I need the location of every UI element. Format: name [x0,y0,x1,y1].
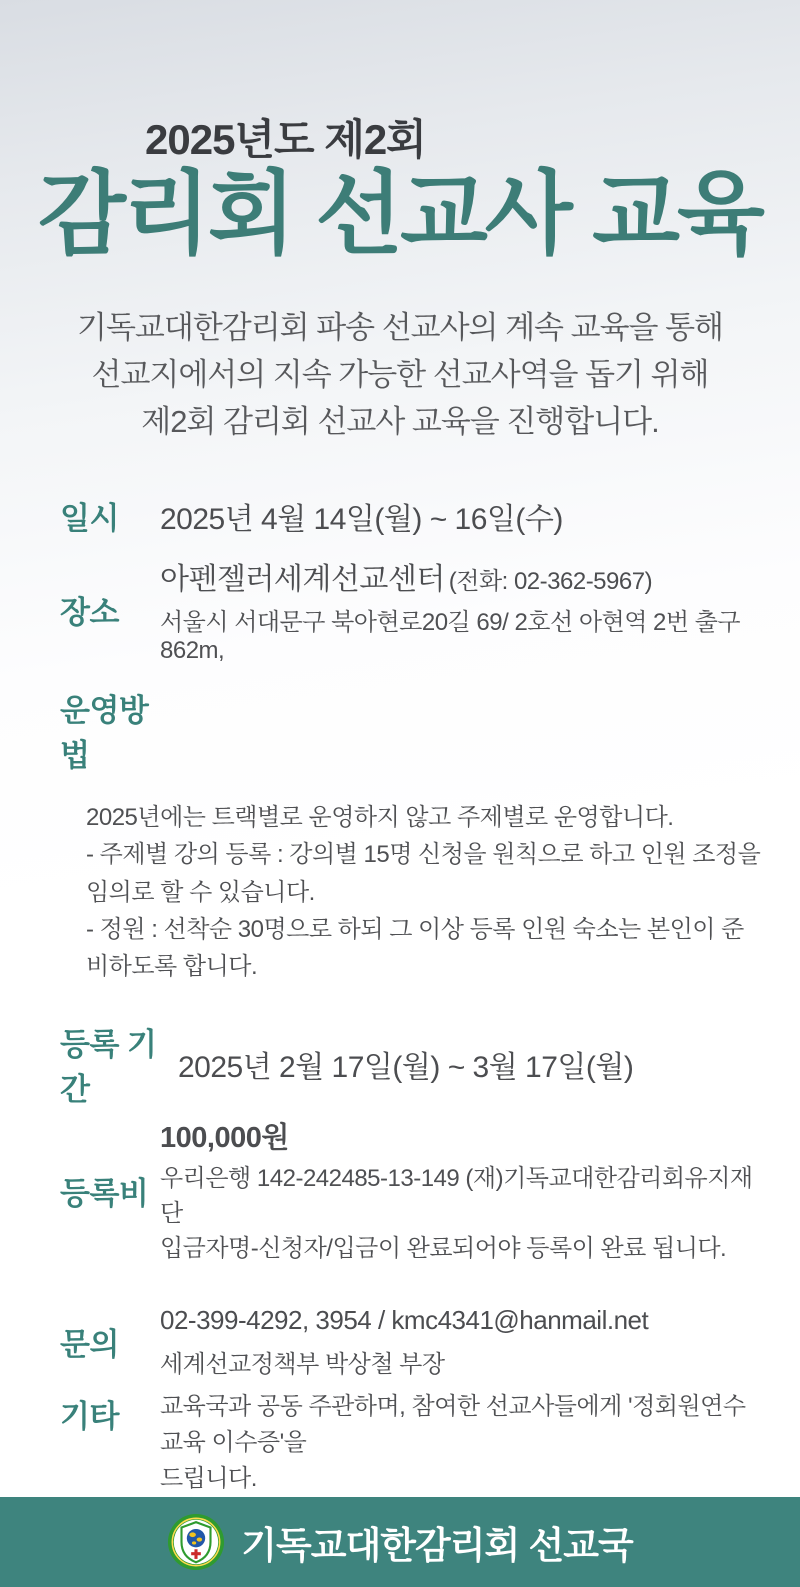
fee-label: 등록비 [60,1176,149,1212]
operation-details [86,799,764,985]
etc-row [60,1389,764,1497]
contact-person: 세계선교정책부 박상철 부장 [160,1350,445,1378]
etc-line: 교육국과 공동 주관하며, 참여한 선교사들에게 '정회원연수교육 이수증'을 [160,1392,746,1456]
contact-phone-email: 02-399-4292, 3954 / kmc4341@hanmail.net [160,1304,649,1335]
date-label: 일시 [60,501,119,537]
operation-line: - 주제별 강의 등록 : 강의별 15명 신청을 원칙으로 하고 인원 조정을 임의로 할 수 있습니다. [86,841,761,906]
organization-name: 기독교대한감리회 선교국 [241,1524,633,1566]
fee-row [60,1115,764,1266]
intro-line: 기독교대한감리회 파송 선교사의 계속 교육을 통해 [77,309,723,345]
info-section [60,493,764,1496]
event-subtitle: 2025년도 제2회 [145,116,426,163]
date-row [60,493,764,538]
fee-content [160,1115,764,1266]
etc-content [160,1389,764,1497]
operation-line: - 정원 : 선착순 30명으로 하되 그 이상 등록 인원 숙소는 본인이 준비하도록 합니다. [86,915,744,980]
registration-period-row [60,1019,764,1109]
venue-phone: (전화: 02-362-5967) [448,568,653,596]
operation-label: 운영방법 [60,693,149,774]
event-title: 감리회 선교사 교육 [38,164,762,266]
contact-row [60,1305,764,1379]
contact-label: 문의 [60,1327,119,1362]
fee-amount: 100,000원 [160,1122,289,1155]
registration-period-label: 등록 기간 [60,1027,157,1108]
intro-line: 선교지에서의 지속 가능한 선교사역을 돕기 위해 [91,356,709,392]
venue-address: 서울시 서대문구 북아현로20길 69/ 2호선 아현역 2번 출구 862m, [160,609,741,665]
intro-paragraph [0,304,800,445]
venue-row [60,554,764,665]
venue-name-line [160,554,764,598]
venue-label: 장소 [60,595,119,631]
venue-content [160,554,764,665]
operation-line: 2025년에는 트랙별로 운영하지 않고 주제별로 운영합니다. [86,804,674,832]
registration-period-value: 2025년 2월 17일(월) ~ 3월 17일(월) [178,1051,634,1085]
etc-label: 기타 [60,1398,119,1434]
kmc-emblem-icon [167,1513,225,1571]
operation-row [60,685,764,775]
venue-name: 아펜젤러세계선교센터 [160,563,445,597]
fee-bank-account: 우리은행 142-242485-13-149 (재)기독교대한감리회유지재단 [160,1165,753,1227]
contact-content [160,1305,764,1379]
footer-bar [0,1497,800,1587]
fee-note: 입금자명-신청자/입금이 완료되어야 등록이 완료 됩니다. [160,1234,727,1262]
date-value: 2025년 4월 14일(월) ~ 16일(수) [160,502,563,536]
intro-line: 제2회 감리회 선교사 교육을 진행합니다. [141,404,659,440]
etc-line: 드립니다. [160,1464,257,1492]
